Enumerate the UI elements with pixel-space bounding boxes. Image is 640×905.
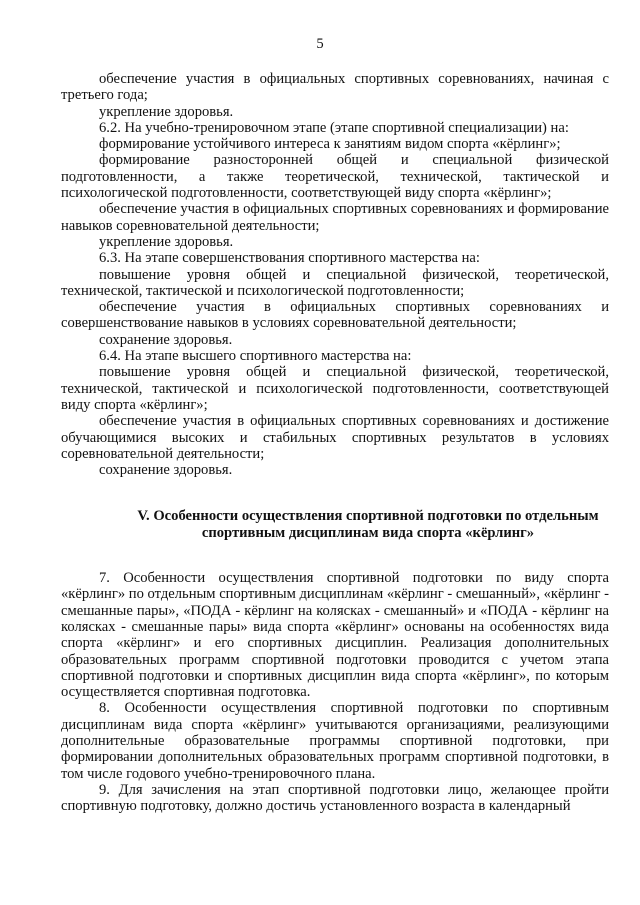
paragraph: обеспечение участия в официальных спортивных соревнованиях и формирование навыков соревновательной деятельности; <box>61 201 609 234</box>
paragraph: обеспечение участия в официальных спортивных соревнованиях и совершенствование навыков в условиях соревновательной деятельности; <box>61 299 609 332</box>
paragraph: 7. Особенности осуществления спортивной подготовки по виду спорта «кёрлинг» по отдельным спортивным дисциплинам «кёрлинг - смешанный», «кёрлинг - смешанные пары», «ПОДА - кёрлинг на колясках - смешанный» и «ПОДА - кёрлинг на колясках - смешанные пары» вида спорта «кёрлинг» основаны на особенностях вида спорта «кёрлинг» и его спортивных дисциплин. Реализация дополнительных образовательных программ спортивной подготовки проводится с учетом этапа спортивной подготовки и спортивных дисциплин вида спорта «кёрлинг», по которым осуществляется спортивная подготовка. <box>61 570 609 701</box>
paragraph: формирование устойчивого интереса к занятиям видом спорта «кёрлинг»; <box>99 136 561 153</box>
paragraph: 6.3. На этапе совершенствования спортивного мастерства на: <box>99 250 480 267</box>
paragraph: формирование разносторонней общей и специальной физической подготовленности, а также теоретической, технической, тактической и психологической подготовленности, соответствующей виду спорта «кёрлинг»; <box>61 152 609 202</box>
paragraph: повышение уровня общей и специальной физической, теоретической, технической, тактической и психологической подготовленности; <box>61 266 609 299</box>
paragraph: обеспечение участия в официальных спортивных соревнованиях и достижение обучающимися высоких и стабильных спортивных результатов в условиях соревновательной деятельности; <box>61 413 609 462</box>
document-body <box>61 71 609 814</box>
section-heading: V. Особенности осуществления спортивной подготовки по отдельным спортивным дисциплинам вида спорта «кёрлинг» <box>137 508 599 541</box>
paragraph: сохранение здоровья. <box>99 462 233 479</box>
page-number: 5 <box>316 36 324 52</box>
paragraph: 9. Для зачисления на этап спортивной подготовки лицо, желающее пройти спортивную подготовку, должно достичь установленного возраста в календарный <box>61 781 609 815</box>
paragraph: обеспечение участия в официальных спортивных соревнованиях, начиная с третьего года; <box>61 71 609 104</box>
paragraph: 6.4. На этапе высшего спортивного мастерства на: <box>99 348 412 365</box>
paragraph: 6.2. На учебно-тренировочном этапе (этапе спортивной специализации) на: <box>99 119 569 136</box>
paragraph: укрепление здоровья. <box>99 103 234 120</box>
paragraph: повышение уровня общей и специальной физической, теоретической, технической, тактической и психологической подготовленности, соответствующей виду спорта «кёрлинг»; <box>61 364 609 413</box>
paragraph: 8. Особенности осуществления спортивной подготовки по спортивным дисциплинам вида спорта «кёрлинг» учитываются организациями, реализующими дополнительные образовательные программы спортивной подготовки, при формировании дополнительных образовательных программ спортивной подготовки, в том числе годового учебно-тренировочного плана. <box>61 700 609 782</box>
paragraph: сохранение здоровья. <box>99 331 233 348</box>
paragraph: укрепление здоровья. <box>99 233 234 250</box>
